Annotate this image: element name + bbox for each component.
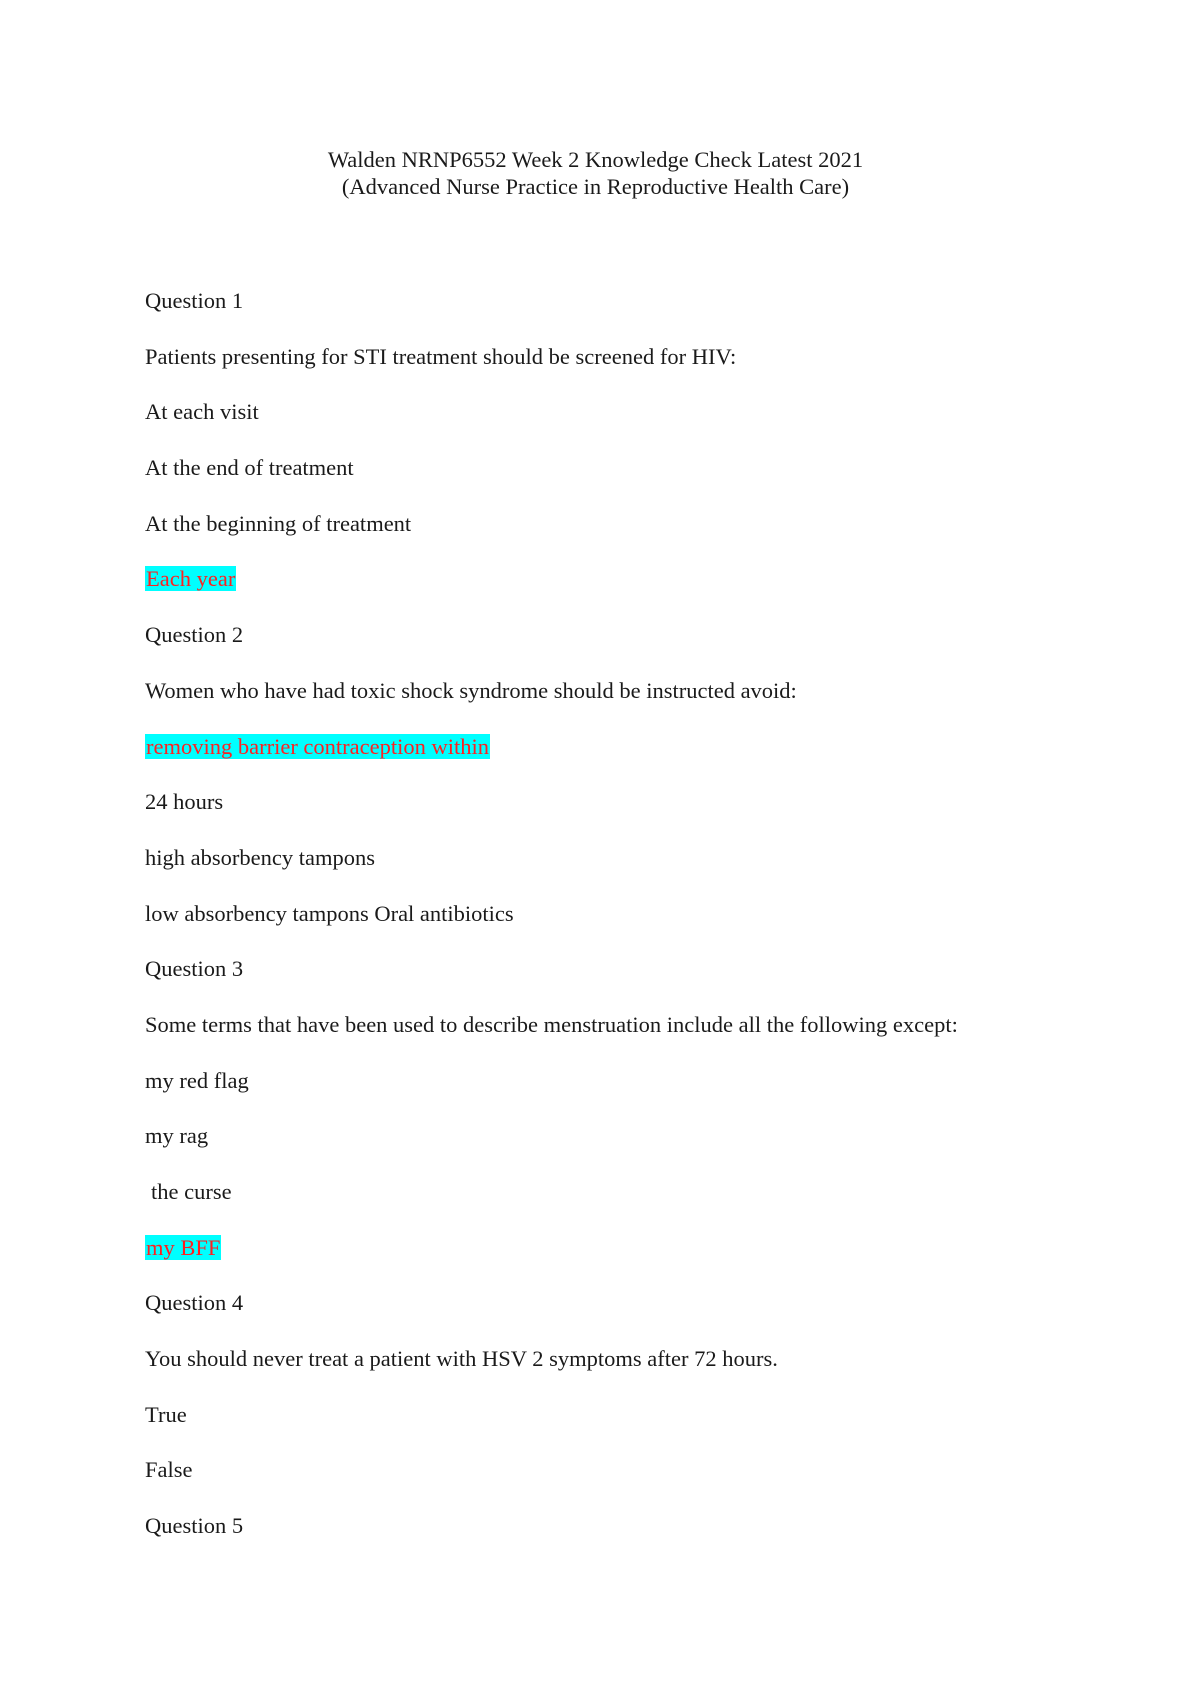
answer-option-highlighted xyxy=(145,1234,1105,1290)
highlighted-answer: my BFF xyxy=(146,1234,221,1260)
document-title xyxy=(0,146,1191,200)
highlighted-answer: removing barrier contraception within xyxy=(146,733,490,759)
question-label: Question 3 xyxy=(145,956,244,982)
question-prompt: You should never treat a patient with HSV 2 symptoms after 72 hours. xyxy=(145,1346,778,1372)
question-prompt: Patients presenting for STI treatment should be screened for HIV: xyxy=(145,343,737,369)
answer-option: my rag xyxy=(145,1123,209,1149)
answer-option: the curse xyxy=(151,1179,232,1204)
answer-option: At the end of treatment xyxy=(145,455,354,481)
answer-option-highlighted xyxy=(145,565,1105,621)
answer-option: my red flag xyxy=(145,1067,249,1093)
question-prompt: Women who have had toxic shock syndrome should be instructed avoid: xyxy=(145,677,797,703)
highlighted-answer: Each year xyxy=(146,566,236,592)
question-label: Question 1 xyxy=(145,288,244,313)
answer-option: low absorbency tampons Oral antibiotics xyxy=(145,900,514,926)
answer-option: 24 hours xyxy=(145,789,224,815)
answer-option-highlighted xyxy=(145,733,1105,789)
answer-option: high absorbency tampons xyxy=(145,844,375,870)
title-line-1: Walden NRNP6552 Week 2 Knowledge Check Latest 2021 xyxy=(327,147,864,172)
question-label: Question 5 xyxy=(145,1513,244,1539)
title-line-2: (Advanced Nurse Practice in Reproductive Health Care) xyxy=(341,174,850,199)
answer-option: At each visit xyxy=(145,399,259,425)
question-prompt: Some terms that have been used to describe menstruation include all the following except: xyxy=(145,1011,958,1037)
question-label: Question 4 xyxy=(145,1290,244,1316)
questions-list xyxy=(145,287,1105,1568)
answer-option: At the beginning of treatment xyxy=(145,510,412,536)
question-label: Question 2 xyxy=(145,622,244,648)
answer-option: False xyxy=(145,1457,193,1483)
answer-option: True xyxy=(145,1401,187,1427)
